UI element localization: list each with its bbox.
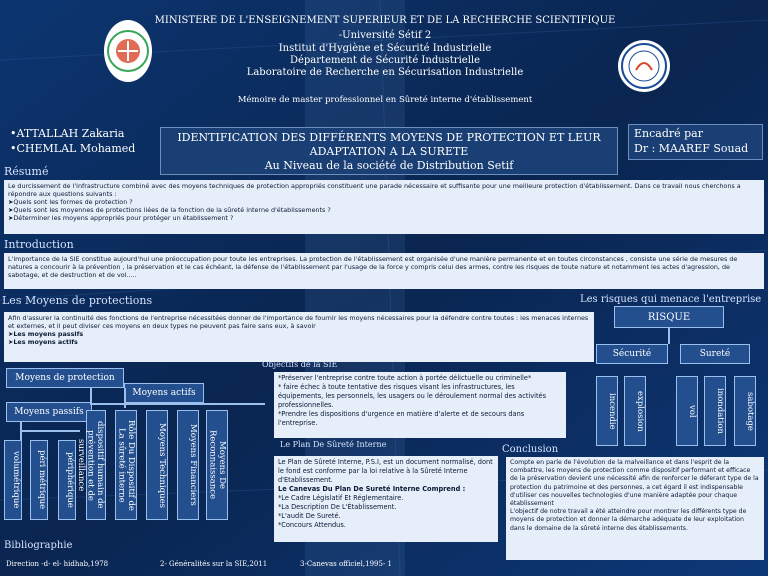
objectifs-text-2: * faire échec à toute tentative des risques visant les infrastructures, les équipements, les personnels, les usagers ou le déroulement normal des activités professionnelles. <box>278 383 547 409</box>
connector <box>668 328 670 344</box>
plan-item-1: *Le Cadre Législatif Et Réglementaire. <box>278 494 404 502</box>
tree-root-box: Moyens de protection <box>6 368 124 388</box>
conclusion-text-2: L'objectif de notre travail a été atteindre pour montrer les différents type de moyens de protection et donner la démarche adéquate de leur exploitation dans le domaine de la sûreté interne des établissements. <box>510 508 747 532</box>
resume-question-2: ➤Quels sont les moyennes de protections liées de la fonction de la sûreté interne d'établissements ? <box>8 206 331 214</box>
plan-item-3: *L'audit De Sureté. <box>278 512 341 520</box>
plan-text: Le Plan de Sûreté Interne, P.S.I, est un document normalisé, dont le fond est conforme par la loi relative à la Sûreté Interne d'Etablissement. <box>278 458 493 484</box>
supervisor-label: Encadré par <box>634 127 703 140</box>
actif-item-dispositif-humain: dispositif humain de prévention et de surveillance <box>86 410 106 520</box>
actif-item-reconnaissance: Moyens De Reconnaissance <box>206 410 228 520</box>
risque-item-vol: vol <box>676 376 698 446</box>
tree-passifs-box: Moyens passifs <box>6 402 92 422</box>
actif-item-role-dispositif: Rôle Du Dispositif de La sûreté interne <box>115 410 137 520</box>
moyens-panel <box>4 312 594 362</box>
header-line-2: -Université Sétif 2 <box>338 30 432 41</box>
header-line-4: Département de Sécurité Industrielle <box>289 55 481 66</box>
plan-item-4: *Concours Attendus. <box>278 521 346 529</box>
objectifs-panel <box>274 372 566 438</box>
author-2: •CHEMLAL Mohamed <box>10 142 136 155</box>
plan-heading: Le Canevas Du Plan De Sureté Interne Comprend : <box>278 485 466 493</box>
resume-panel <box>4 180 764 234</box>
header-line-3: Institut d'Hygiène et Sécurité Industrielle <box>278 43 492 54</box>
passif-item-perimetrique: péri métrique <box>30 440 48 520</box>
section-plan-title: Le Plan De Sûreté Interne <box>280 440 387 449</box>
risque-item-explosion: explosion <box>624 376 646 446</box>
risque-surete-box: Sureté <box>680 344 750 364</box>
header-line-5: Laboratoire de Recherche en Sécurisation Industrielle <box>246 67 524 78</box>
objectifs-text-3: *Prendre les dispositions d'urgence en matière d'alerte et de secours dans l'entreprise. <box>278 410 525 427</box>
section-conclusion-title: Conclusion <box>502 444 559 455</box>
resume-question-1: ➤Quels sont les formes de protection ? <box>8 198 133 206</box>
risque-item-incendie: incendie <box>596 376 618 446</box>
section-introduction-title: Introduction <box>4 238 74 251</box>
header-line-6: Mémoire de master professionnel en Sûreté interne d'établissement <box>237 95 533 105</box>
tree-actifs-box: Moyens actifs <box>124 383 204 403</box>
poster-title <box>160 127 618 175</box>
risque-securite-box: Sécurité <box>596 344 668 364</box>
plan-item-2: *La Description De L'Établissement. <box>278 503 397 511</box>
resume-question-3: ➤Déterminer les moyens appropriés pour protéger un établissement ? <box>8 214 234 222</box>
bibliography-item-3: 3-Canevas officiel,1995- 1 <box>300 560 392 568</box>
actif-item-financiers: Moyens Financiers <box>177 410 199 520</box>
conclusion-panel <box>506 457 764 560</box>
header-line-1: MINISTERE DE L'ENSEIGNEMENT SUPERIEUR ET DE LA RECHERCHE SCIENTIFIQUE <box>154 15 616 26</box>
connector <box>90 388 92 402</box>
section-resume-title: Résumé <box>4 165 49 178</box>
title-line-3: Au Niveau de la société de Distribution Setif <box>264 159 514 172</box>
plan-panel <box>274 456 498 542</box>
resume-text: Le durcissement de l'infrastructure combiné avec des moyens techniques de protection appropriés constituent une parade nécessaire et suffisante pour une meilleure protection d'établissement. Dans ce travail nous cherchons a répondre aux questions suivants : <box>8 182 741 198</box>
section-bibliographie-title: Bibliographie <box>4 540 73 551</box>
risque-root-box: RISQUE <box>614 306 724 328</box>
moyens-bullet-2: ➤Les moyens actifs <box>8 338 78 346</box>
moyens-text: Afin d'assurer la continuité des fonctions de l'entreprise nécessitées donner de l'importance de fournir les moyens nécessaires pour la défendre contre toutes : les menaces internes et externes, et il peut diviser ces moyens en deux types ne peuvent pas faire sans eux, à savoir <box>8 314 589 330</box>
passif-item-peripherique: périphérique <box>58 440 76 520</box>
introduction-panel <box>4 253 764 289</box>
introduction-text: L'importance de la SIE constitue aujourd'hui une préoccupation pour toute les entreprises. La protection de l'établissement est organisée d'une manière permanente et en toutes circonstances , consiste une série de mesures de natures a concourir à la prévention , la préservation et le cas échéant, la défense de l'établissement par l'usage de la force y compris celui des armes, contre les risques de toute nature et notamment les actes d'agression, de sabotage, et de destruction et de vol..... <box>8 255 738 279</box>
connector <box>20 430 80 432</box>
risque-item-sabotage: sabotage <box>734 376 756 446</box>
section-risques-title: Les risques qui menace l'entreprise <box>580 294 762 305</box>
author-1: •ATTALLAH Zakaria <box>10 127 125 140</box>
connector <box>124 388 126 408</box>
bibliography-item-1: Direction -d- el- hidhab,1978 <box>6 560 109 568</box>
section-moyens-title: Les Moyens de protections <box>2 294 153 307</box>
actif-item-techniques: Moyens Techniques <box>146 410 168 520</box>
bibliography-item-2: 2- Généralités sur la SIE,2011 <box>160 560 268 568</box>
supervisor-box <box>628 124 763 160</box>
objectifs-text-1: *Préserver l'entreprise contre toute action à portée délictuelle ou criminelle* <box>278 374 532 382</box>
passif-item-volumetrique: volumétrique <box>4 440 22 520</box>
title-line-1: IDENTIFICATION DES DIFFÉRENTS MOYENS DE PROTECTION ET LEUR <box>177 131 601 144</box>
section-objectifs-title: Objectifs de la SIE <box>262 360 338 369</box>
supervisor-name: Dr : MAAREF Souad <box>634 142 749 155</box>
title-line-2: ADAPTATION A LA SURETE <box>309 145 469 158</box>
moyens-bullet-1: ➤Les moyens passifs <box>8 330 84 338</box>
conclusion-text-1: Compte en parle de l'évolution de la malveillance et dans l'esprit de la combattre, les moyens de protection comme dispositif performant et efficace de la préservation devient une nécessité afin de renforcer le déferant type de la protection du patrimoine et des personnes, a cet égard il est indispensable d'utiliser ces nouvelles technologies d'une manière adaptée pour chaque établissement <box>510 459 759 508</box>
connector <box>90 403 265 405</box>
risque-item-inondation: inondation <box>704 376 726 446</box>
